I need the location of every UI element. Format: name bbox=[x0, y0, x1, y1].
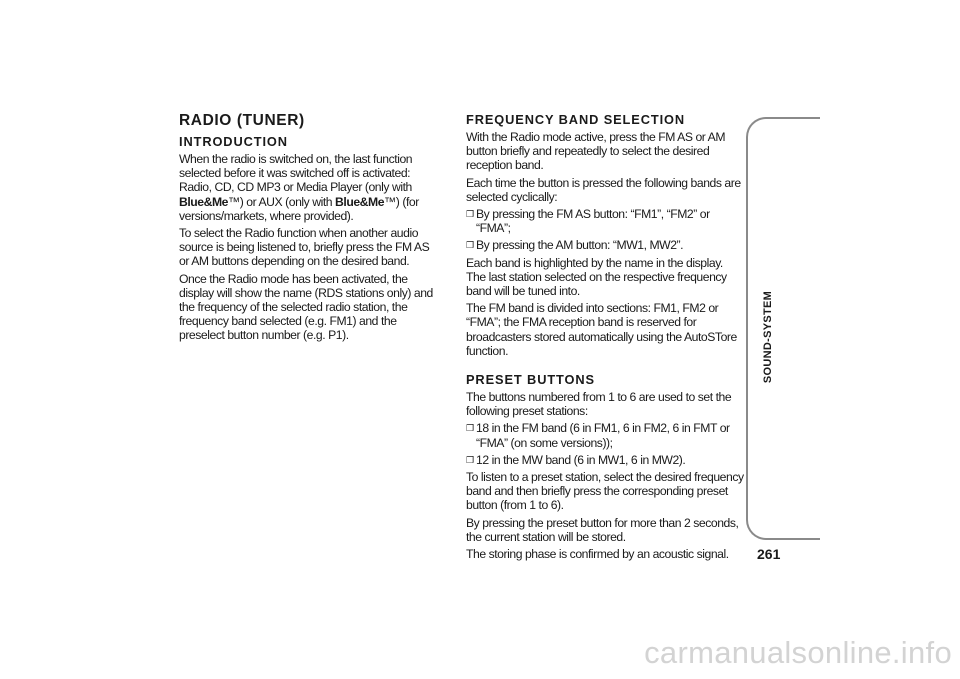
intro-paragraph-1 bbox=[179, 152, 441, 223]
intro-text-c: ™) (for versions/markets, where provided). bbox=[179, 194, 419, 223]
checkbox-bullet-icon: ❒ bbox=[466, 454, 474, 465]
section-title: RADIO (TUNER) bbox=[179, 112, 305, 129]
preset-buttons-heading: PRESET BUTTONS bbox=[466, 372, 595, 388]
list-item bbox=[466, 453, 744, 467]
list-item-text: By pressing the FM AS button: “FM1”, “FM2” or “FMA”; bbox=[476, 207, 710, 236]
preset-paragraph-3: By pressing the preset button for more than 2 seconds, the current station will be stored. bbox=[466, 515, 739, 544]
checkbox-bullet-icon: ❒ bbox=[466, 423, 474, 434]
preset-paragraph-2: To listen to a preset station, select the desired frequency band and then briefly press the corresponding preset button (from 1 to 6). bbox=[466, 470, 744, 513]
right-column bbox=[466, 112, 744, 564]
frequency-paragraph-3: Each band is highlighted by the name in the display. The last station selected on the respective frequency band will be tuned into. bbox=[466, 255, 727, 299]
checkbox-bullet-icon: ❒ bbox=[466, 240, 474, 251]
preset-paragraph-1: The buttons numbered from 1 to 6 are used to set the following preset stations: bbox=[466, 390, 732, 419]
intro-text-b: ™) or AUX (only with bbox=[228, 194, 336, 209]
frequency-band-heading: FREQUENCY BAND SELECTION bbox=[466, 112, 686, 127]
chapter-tab-text: SOUND-SYSTEM bbox=[762, 290, 774, 384]
list-item-text: 12 in the MW band (6 in MW1, 6 in MW2). bbox=[476, 452, 686, 467]
list-item bbox=[466, 421, 744, 449]
chapter-tab-label bbox=[753, 290, 783, 384]
page-number: 261 bbox=[757, 546, 781, 562]
list-item-text: 18 in the FM band (6 in FM1, 6 in FM2, 6 in FMT or “FMA” (on some versions)); bbox=[476, 421, 730, 450]
intro-paragraph-2: To select the Radio function when another audio source is being listened to, briefly press the FM AS or AM buttons depending on the desired band. bbox=[179, 226, 430, 269]
frequency-paragraph-1: With the Radio mode active, press the FM AS or AM button briefly and repeatedly to select the desired reception band. bbox=[466, 130, 726, 173]
brand-name: Blue&Me bbox=[179, 194, 228, 209]
introduction-heading: INTRODUCTION bbox=[179, 134, 288, 149]
checkbox-bullet-icon: ❒ bbox=[466, 209, 474, 220]
frequency-paragraph-2: Each time the button is pressed the following bands are selected cyclically: bbox=[466, 175, 741, 204]
frequency-paragraph-4: The FM band is divided into sections: FM1, FM2 or “FMA”; the FMA reception band is reserved for broadcasters stored automatically using the AutoSTore function. bbox=[466, 301, 737, 358]
list-item bbox=[466, 207, 744, 235]
list-item-text: By pressing the AM button: “MW1, MW2”. bbox=[476, 238, 684, 253]
intro-paragraph-3: Once the Radio mode has been activated, the display will show the name (RDS stations only) and the frequency of the selected radio station, the frequency band selected (e.g. FM1) and the preselect button number (e.g. P1). bbox=[179, 271, 433, 343]
watermark: carmanualsonline.info bbox=[644, 635, 952, 670]
list-item bbox=[466, 238, 744, 252]
preset-paragraph-4: The storing phase is confirmed by an acoustic signal. bbox=[466, 547, 729, 562]
intro-text-a: When the radio is switched on, the last function selected before it was switched off is activated: Radio, CD, CD MP3 or Media Player (only with bbox=[179, 152, 413, 195]
left-column bbox=[179, 112, 441, 346]
brand-name: Blue&Me bbox=[335, 194, 385, 209]
